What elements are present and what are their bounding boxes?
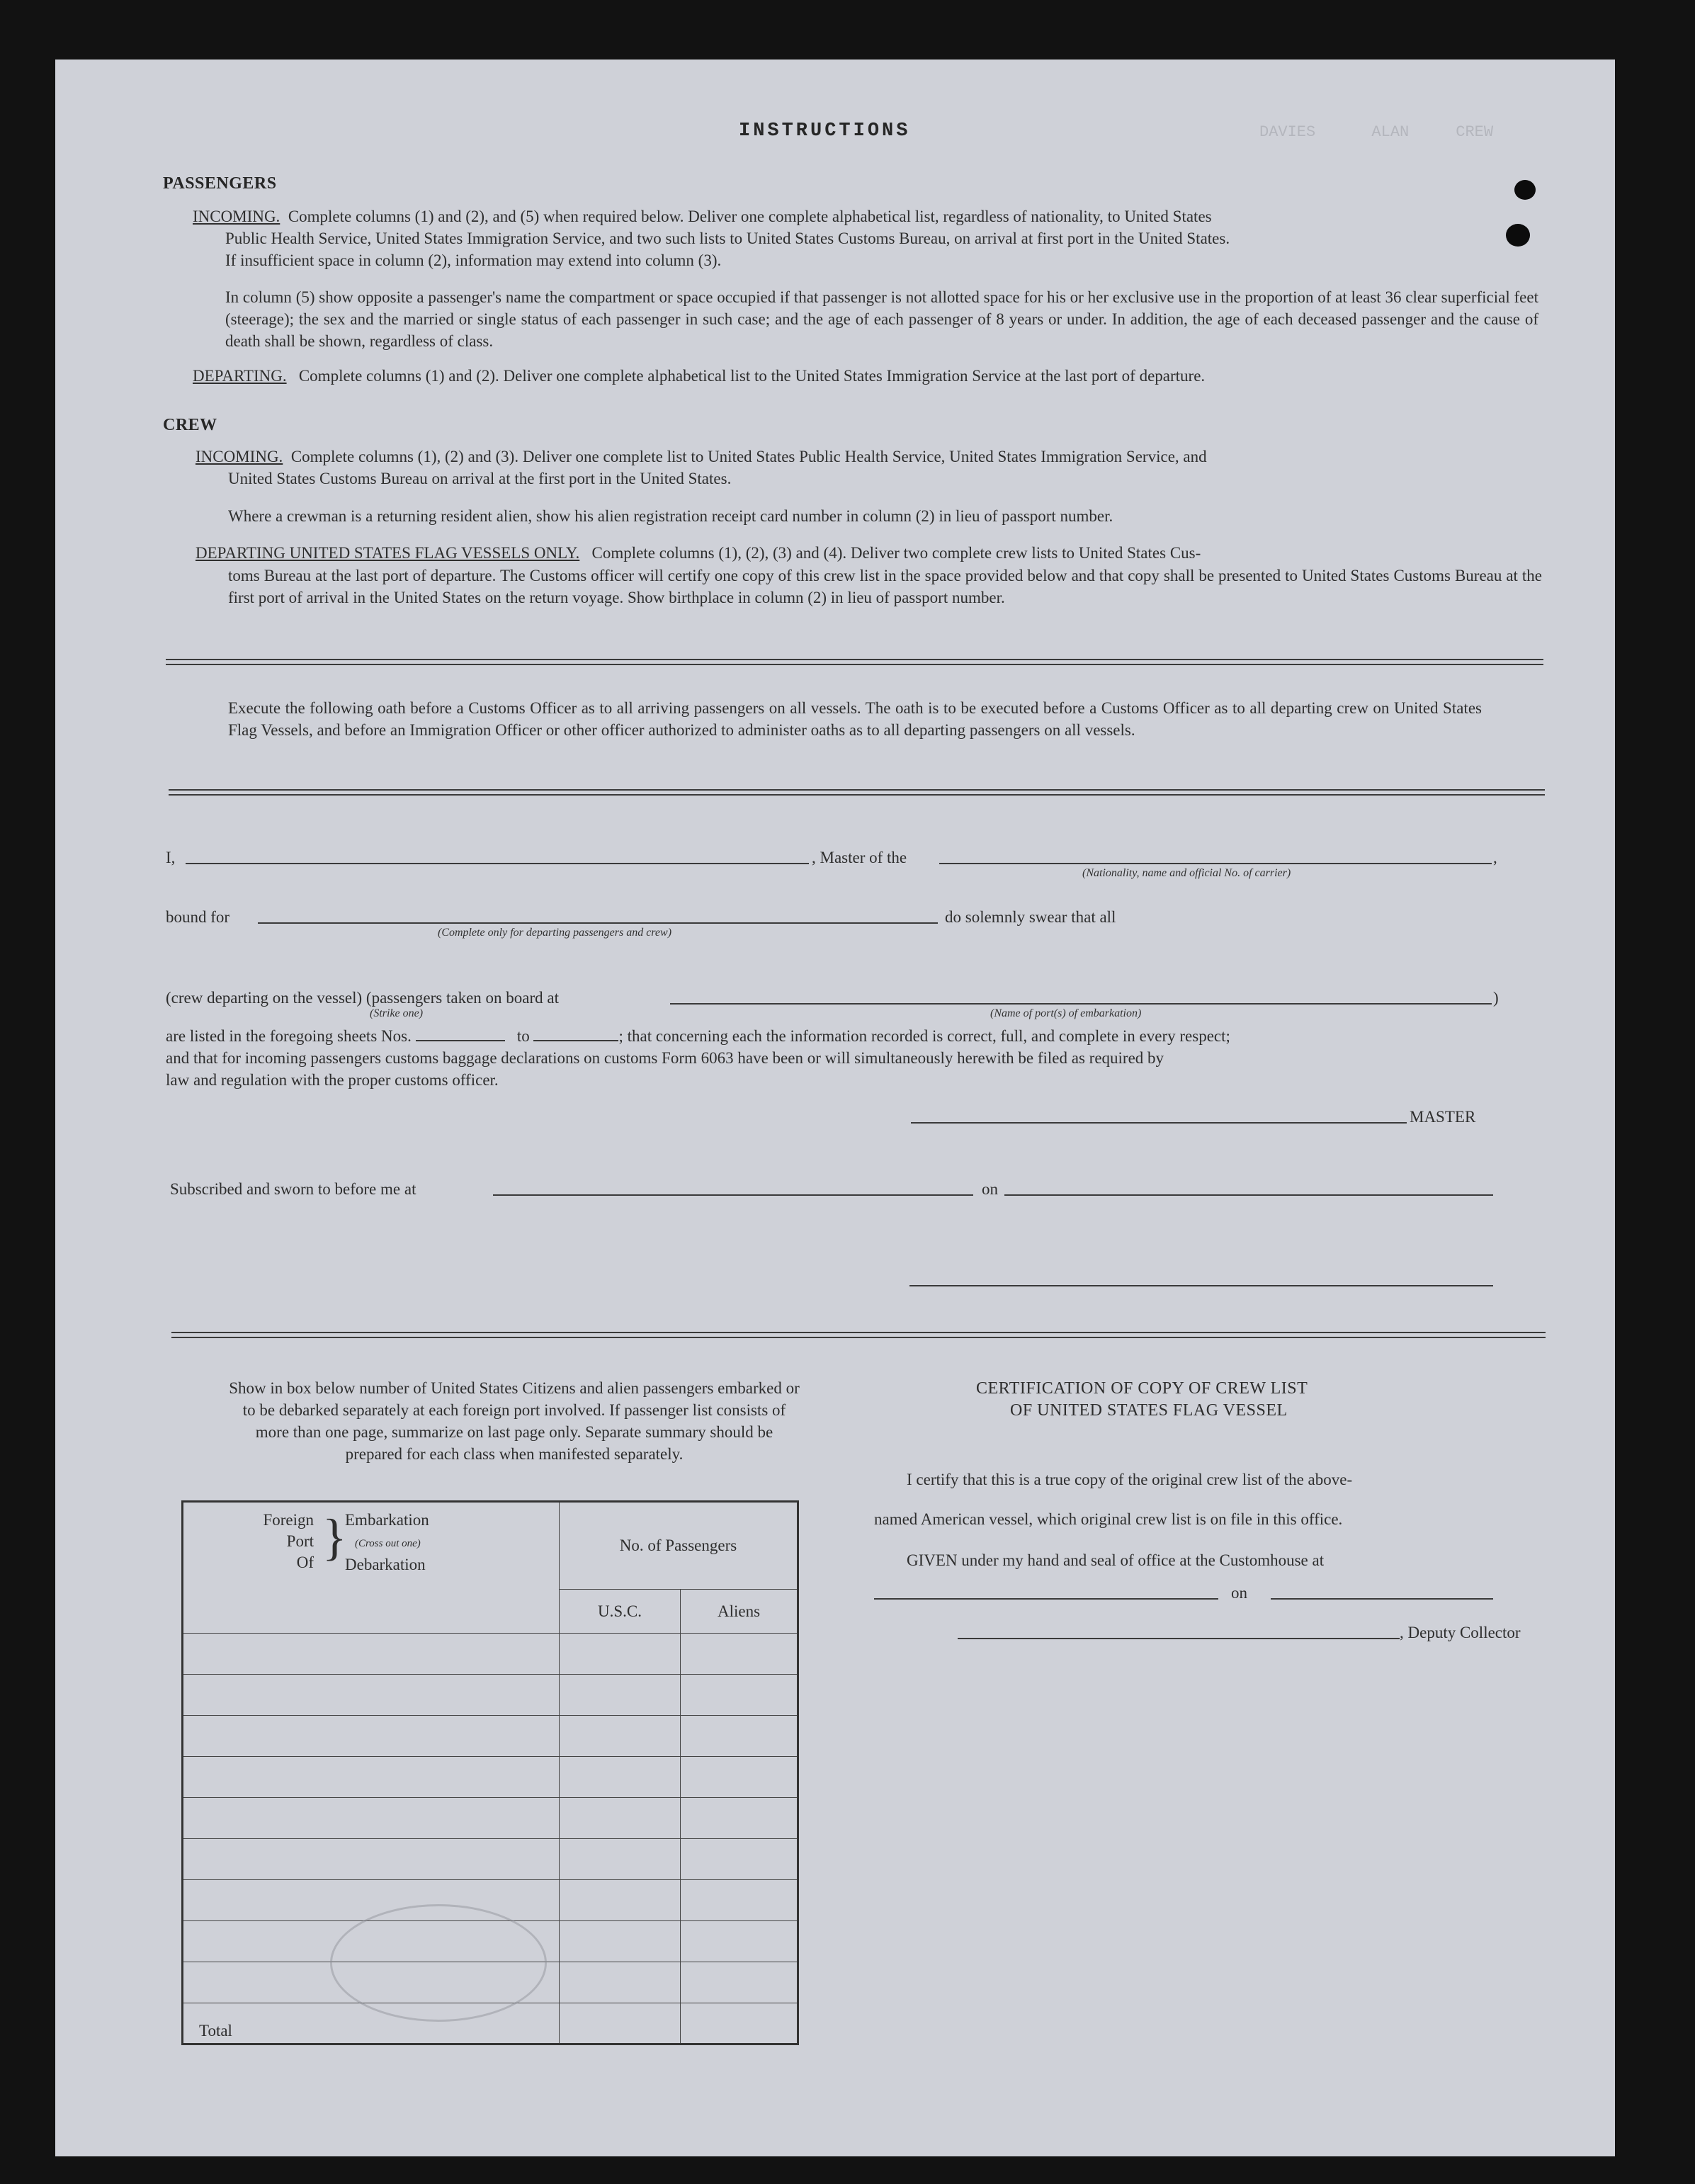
- usc-cell[interactable]: [560, 1757, 681, 1798]
- certify-line2: named American vessel, which original crew list is on file in this office.: [874, 1510, 1343, 1528]
- aliens-cell[interactable]: [681, 1962, 798, 2003]
- nationality-caption: (Nationality, name and official No. of carrier): [1082, 867, 1291, 879]
- usc-header: U.S.C.: [560, 1590, 681, 1634]
- master-label: MASTER: [1410, 1108, 1476, 1126]
- total-label: Total: [199, 2022, 232, 2039]
- swear-label: do solemnly swear that all: [945, 908, 1116, 926]
- oath-i-label: I,: [166, 849, 176, 866]
- certify-line1: I certify that this is a true copy of the original crew list of the above-: [907, 1471, 1353, 1488]
- crew-flag-label: DEPARTING UNITED STATES FLAG VESSELS ONLY.: [195, 544, 580, 562]
- crew-flag-text1: Complete columns (1), (2), (3) and (4). Deliver two complete crew lists to United States Cus-: [591, 544, 1201, 562]
- bound-for-label: bound for: [166, 908, 230, 926]
- embarkation-caption: (Name of port(s) of embarkation): [990, 1007, 1142, 1019]
- usc-cell[interactable]: [560, 1634, 681, 1675]
- close-paren: ): [1493, 989, 1499, 1007]
- on-label: on: [982, 1180, 998, 1198]
- aliens-cell[interactable]: [681, 1716, 798, 1757]
- sheet-to-blank[interactable]: [533, 1040, 618, 1041]
- usc-cell[interactable]: [560, 1921, 681, 1962]
- sheets-line2: and that for incoming passengers customs baggage declarations on customs Form 6063 have been or will simultaneously herewith be filed as required by: [166, 1049, 1164, 1067]
- divider-double-rule: [169, 789, 1545, 796]
- crew-incoming-text1: Complete columns (1), (2) and (3). Deliver one complete list to United States Public Health Service, United States Immigration Service, and: [290, 448, 1207, 465]
- deputy-collector-label: , Deputy Collector: [1400, 1624, 1521, 1641]
- column-five-paragraph: In column (5) show opposite a passenger's name the compartment or space occupied if that passenger is not allotted space for his or her exclusive use in the proportion of at least 36 clear superficial feet (steerage); the sex and the married or single status of each passenger in such case; and the age of each passenger of 8 years or under. In addition, the age of each deceased passenger and the cause of death shall be shown, regardless of class.: [225, 288, 1538, 350]
- cross-out-caption: (Cross out one): [355, 1538, 421, 1549]
- port-label: Port: [286, 1532, 314, 1550]
- port-cell[interactable]: [183, 1839, 560, 1880]
- passengers-incoming-line1: [193, 206, 1212, 227]
- aliens-cell[interactable]: [681, 1757, 798, 1798]
- aliens-cell[interactable]: [681, 1634, 798, 1675]
- master-signature-line[interactable]: [911, 1122, 1407, 1124]
- ink-speck: [1514, 180, 1536, 200]
- port-cell[interactable]: [183, 1675, 560, 1716]
- customhouse-place-line[interactable]: [874, 1598, 1218, 1600]
- crew-incoming-line2: United States Customs Bureau on arrival at the first port in the United States.: [228, 470, 732, 487]
- embarkation-label: Embarkation: [345, 1511, 429, 1529]
- form-sheet: [55, 60, 1615, 2156]
- foreign-label: Foreign: [263, 1511, 314, 1529]
- officer-signature-line[interactable]: [909, 1285, 1493, 1286]
- crew-flag-vessels-line1: [195, 543, 1201, 563]
- listed-rest: ; that concerning each the information recorded is correct, full, and complete in every respect;: [618, 1027, 1230, 1045]
- crew-heading: CREW: [163, 416, 217, 434]
- certification-on-label: on: [1231, 1584, 1247, 1602]
- ink-speck: [1506, 224, 1530, 247]
- passengers-departing-line: [193, 366, 1205, 386]
- crew-resident-alien-line: Where a crewman is a returning resident alien, show his alien registration receipt card number in column (2) in lieu of passport number.: [228, 507, 1113, 525]
- sheets-line: [166, 1026, 1230, 1046]
- comma: ,: [1493, 849, 1497, 866]
- bound-for-line[interactable]: [258, 922, 938, 924]
- usc-cell[interactable]: [560, 1839, 681, 1880]
- usc-cell[interactable]: [560, 1880, 681, 1921]
- usc-cell[interactable]: [560, 1962, 681, 2003]
- subscribed-date-line[interactable]: [1004, 1194, 1493, 1196]
- crew-incoming-line1: [195, 446, 1207, 467]
- master-name-line[interactable]: [186, 863, 809, 864]
- usc-cell[interactable]: [560, 1675, 681, 1716]
- to-label: to: [516, 1027, 530, 1045]
- oath-instruction-paragraph: Execute the following oath before a Customs Officer as to all arriving passengers on all vessels. The oath is to be executed before a Customs Officer as to all departing crew on United States Flag Vessels, and before an Immigration Officer or other officer authorized to administer oaths as to all departing passengers on all vessels.: [228, 699, 1482, 739]
- certification-title-line1: CERTIFICATION OF COPY OF CREW LIST: [976, 1379, 1308, 1398]
- subscribed-place-line[interactable]: [493, 1194, 973, 1196]
- port-cell[interactable]: [183, 1634, 560, 1675]
- no-passengers-header: No. of Passengers: [560, 1502, 798, 1590]
- deputy-signature-line[interactable]: [958, 1638, 1400, 1639]
- brace-icon: }: [322, 1509, 347, 1566]
- passengers-incoming-line3: If insufficient space in column (2), information may extend into column (3).: [225, 251, 722, 269]
- passengers-incoming-text1: Complete columns (1) and (2), and (5) when required below. Deliver one complete alphabetical list, regardless of nationality, to United States: [288, 208, 1212, 225]
- faded-stamp: [330, 1904, 547, 2022]
- bleed-through-text: DAVIES ALAN CREW: [1259, 123, 1494, 141]
- sheets-line3: law and regulation with the proper customs officer.: [166, 1071, 499, 1089]
- usc-cell[interactable]: [560, 1716, 681, 1757]
- subscribed-label: Subscribed and sworn to before me at: [170, 1180, 416, 1198]
- sheet-from-blank[interactable]: [416, 1040, 505, 1041]
- certification-date-line[interactable]: [1271, 1598, 1493, 1600]
- passengers-heading: PASSENGERS: [163, 174, 277, 193]
- usc-cell[interactable]: [560, 1798, 681, 1839]
- divider-double-rule: [166, 659, 1543, 665]
- of-label: Of: [296, 1554, 314, 1571]
- usc-total-cell[interactable]: [560, 2003, 681, 2044]
- page-title: INSTRUCTIONS: [739, 120, 911, 142]
- crew-flag-paragraph: toms Bureau at the last port of departure. The Customs officer will certify one copy of this crew list in the space provided below and that copy shall be presented to United States Customs Bureau at the first port of arrival in the United States on the return voyage. Show birthplace in column (2) in lieu of passport number.: [228, 567, 1542, 606]
- passengers-departing-label: DEPARTING.: [193, 367, 287, 385]
- carrier-line[interactable]: [939, 863, 1492, 864]
- passengers-incoming-line2: Public Health Service, United States Immigration Service, and two such lists to United States Customs Bureau, on arrival at first port in the United States.: [225, 230, 1230, 247]
- crew-departing-label: (crew departing on the vessel) (passengers taken on board at: [166, 989, 559, 1007]
- aliens-cell[interactable]: [681, 1675, 798, 1716]
- aliens-cell[interactable]: [681, 1921, 798, 1962]
- master-of-label: , Master of the: [812, 849, 907, 866]
- aliens-cell[interactable]: [681, 1880, 798, 1921]
- given-line: GIVEN under my hand and seal of office at the Customhouse at: [907, 1551, 1325, 1569]
- passengers-departing-text: Complete columns (1) and (2). Deliver one complete alphabetical list to the United States Immigration Service at the last port of departure.: [298, 367, 1206, 385]
- debarkation-label: Debarkation: [345, 1556, 426, 1573]
- aliens-cell[interactable]: [681, 1839, 798, 1880]
- bound-caption: (Complete only for departing passengers and crew): [438, 927, 672, 939]
- embarkation-line[interactable]: [670, 1003, 1492, 1005]
- port-cell[interactable]: [183, 1798, 560, 1839]
- strike-one-caption: (Strike one): [370, 1007, 424, 1019]
- port-cell[interactable]: [183, 1716, 560, 1757]
- aliens-cell[interactable]: [681, 1798, 798, 1839]
- listed-label: are listed in the foregoing sheets Nos.: [166, 1027, 412, 1045]
- port-cell[interactable]: [183, 1757, 560, 1798]
- aliens-header: Aliens: [681, 1590, 798, 1634]
- port-cell[interactable]: [183, 1880, 560, 1921]
- aliens-total-cell[interactable]: [681, 2003, 798, 2044]
- divider-double-rule: [171, 1332, 1546, 1338]
- crew-incoming-label: INCOMING.: [195, 448, 283, 465]
- certification-title-line2: OF UNITED STATES FLAG VESSEL: [1010, 1401, 1288, 1420]
- port-header-cell: [183, 1502, 560, 1634]
- summary-instruction-paragraph: Show in box below number of United States Citizens and alien passengers embarked or to be debarked separately at each foreign port involved. If passenger list consists of more than one page, summarize on last page only. Separate summary should be prepared for each class when manifested separately.: [229, 1379, 800, 1463]
- passengers-incoming-label: INCOMING.: [193, 208, 280, 225]
